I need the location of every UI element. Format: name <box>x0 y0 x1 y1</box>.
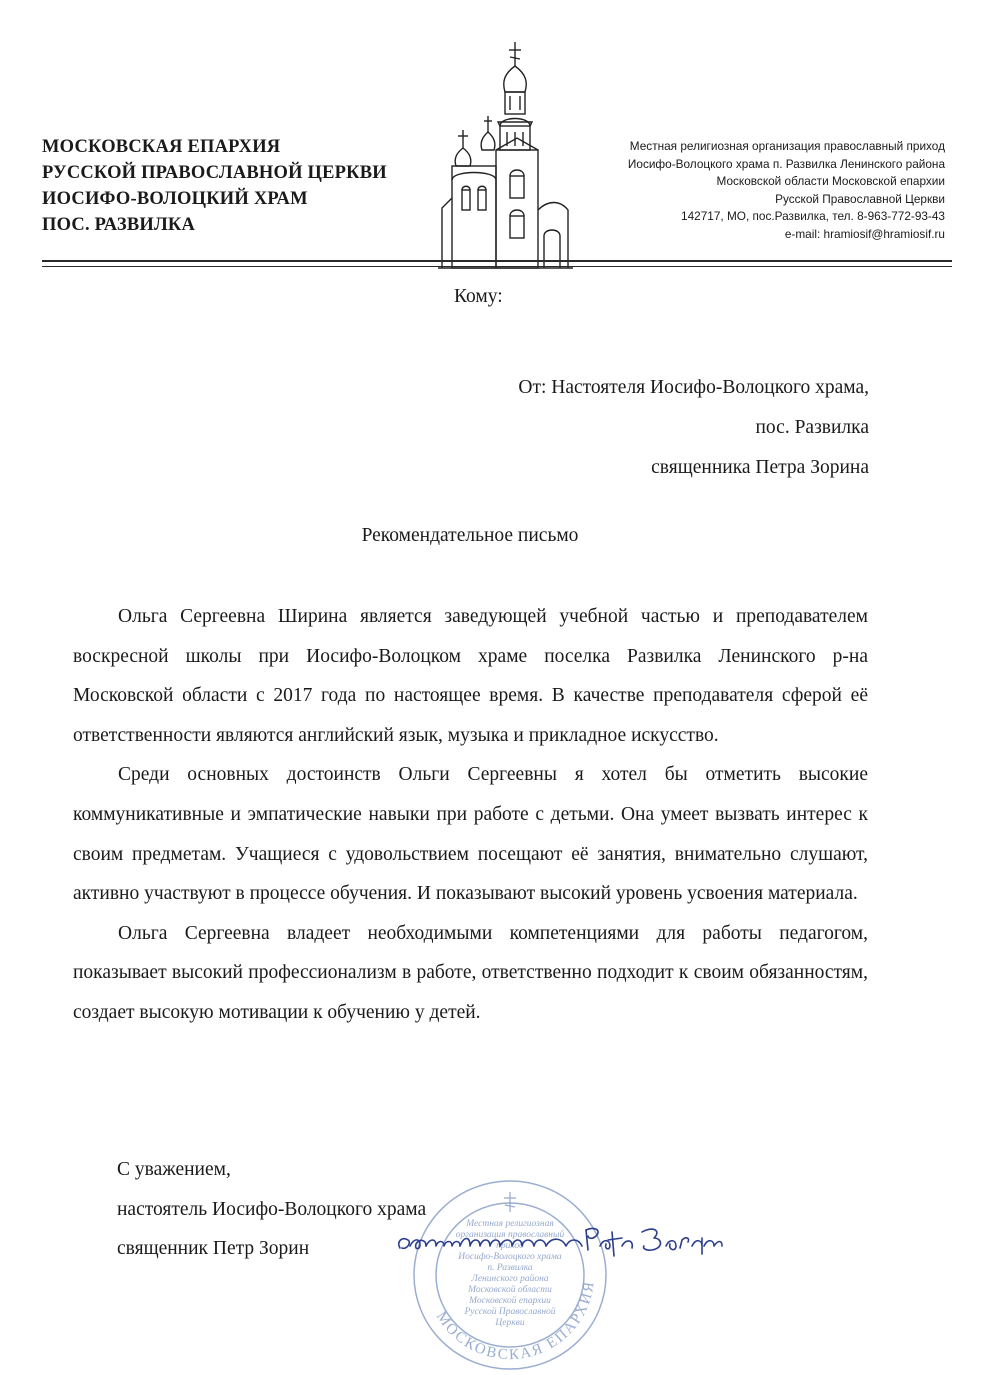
body-paragraph: Ольга Сергеевна Ширина является заведующей учебной частью и преподавателем воскресной школы при Иосифо-Волоцком храме поселка Развилка Ленинского р-на Московской области с 2017 года по настоящее время. В качестве преподавателя сферой её ответственности являются английский язык, музыка и прикладное искусство. <box>73 606 868 746</box>
org-name-line: МОСКОВСКАЯ ЕПАРХИЯ <box>42 137 281 157</box>
org-contact-line: Местная религиозная организация православный приход <box>629 139 945 153</box>
closing-greeting: С уважением, <box>117 1159 231 1180</box>
org-email-line: e-mail: hramiosif@hramiosif.ru <box>784 226 945 241</box>
stamp-inner-line: Московской области <box>468 1285 552 1295</box>
signer-name: священник Петр Зорин <box>117 1238 310 1260</box>
letterhead-divider <box>42 260 952 262</box>
org-contact-line: Иосифо-Волоцкого храма п. Развилка Ленинского района <box>627 156 945 171</box>
org-contact-block <box>628 138 945 244</box>
stamp-inner-line: Иосифо-Волоцкого храма <box>458 1252 562 1262</box>
sender-block <box>518 368 869 488</box>
sender-line: От: Настоятеля Иосифо-Волоцкого храма, <box>518 377 869 398</box>
recipient-label: Кому: <box>454 286 503 307</box>
letter-title: Рекомендательное письмо <box>361 525 579 546</box>
org-address-line: 142717, МО, пос.Развилка, тел. 8-963-772-93-43 <box>681 209 945 224</box>
letterhead <box>0 0 1000 280</box>
stamp-inner-line: Местная религиозная <box>466 1219 554 1229</box>
org-name-block <box>42 134 387 238</box>
stamp-inner-line: приход <box>496 1241 524 1251</box>
church-seal-stamp <box>410 1178 610 1373</box>
stamp-inner-line: п. Развилка <box>487 1263 533 1273</box>
org-contact-line: Московской области Московской епархии <box>716 174 945 189</box>
sender-line: священника Петра Зорина <box>651 457 869 478</box>
stamp-ring-text: МОСКОВСКАЯ ЕПАРХИЯ <box>432 1279 598 1364</box>
stamp-inner-line: Церкви <box>495 1318 525 1328</box>
stamp-inner-line: Русской Православной <box>464 1307 556 1317</box>
org-name-line: ИОСИФО-ВОЛОЦКИЙ ХРАМ <box>42 189 308 209</box>
org-name-line: РУССКОЙ ПРАВОСЛАВНОЙ ЦЕРКВИ <box>42 163 387 183</box>
org-name-line: ПОС. РАЗВИЛКА <box>42 215 196 235</box>
letter-body <box>73 597 868 1033</box>
body-paragraph: Ольга Сергеевна владеет необходимыми компетенциями для работы педагогом, показывает высокий профессионализм в работе, ответственно подходит к своим обязанностям, создает высокую мотивации к обучению у детей. <box>73 922 868 1023</box>
stamp-inner-line: организация православный <box>455 1230 565 1240</box>
signer-title: настоятель Иосифо-Волоцкого храма <box>117 1198 427 1220</box>
stamp-inner-line: Московской епархии <box>469 1296 551 1306</box>
handwritten-signature <box>396 1212 726 1272</box>
closing-block <box>117 1150 426 1269</box>
stamp-inner-line: Ленинского района <box>471 1274 549 1284</box>
body-paragraph: Среди основных достоинств Ольги Сергеевны я хотел бы отметить высокие коммуникативные и эмпатические навыки при работе с детьми. Она умеет вызвать интерес к своим предметам. Учащиеся с удовольствием посещают её занятия, внимательно слушают, активно участвуют в процессе обучения. И показывают высокий уровень усвоения материала. <box>73 764 868 905</box>
church-emblem-icon <box>438 40 573 270</box>
org-contact-line: Русской Православной Церкви <box>775 191 945 206</box>
letterhead-divider-thin <box>42 266 952 267</box>
sender-line: пос. Развилка <box>755 417 869 438</box>
